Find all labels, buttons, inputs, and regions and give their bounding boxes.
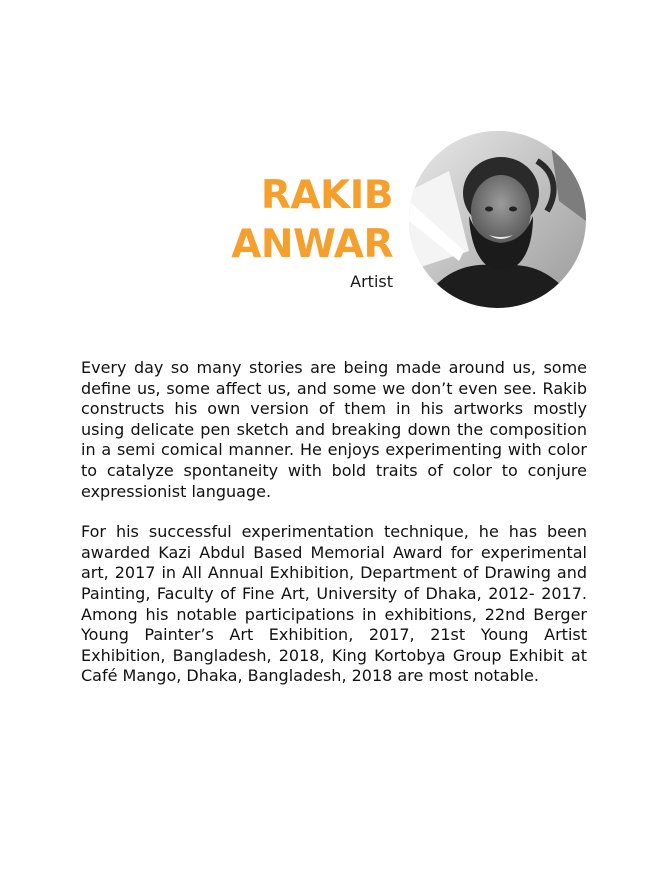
bio-paragraph-2: For his successful experimentation technique, he has been awarded Kazi Abdul Based Memorial Award for experimental art, 2017 in All Annual Exhibition, Department of Drawing and Painting, Faculty of Fine Art, University of Dhaka, 2012- 2017. Among his notable participations in exhibitions, 22nd Berger Young Painter’s Art Exhibition, 2017, 21st Young Artist Exhibition, Bangladesh, 2018, King Kortobya Group Exhibit at Café Mango, Dhaka, Bangladesh, 2018 are most notable. [81, 522, 587, 686]
artist-first-name: RAKIB [260, 173, 393, 218]
artist-portrait-photo [409, 131, 586, 308]
bio-paragraph-1: Every day so many stories are being made around us, some define us, some affect us, and some we don’t even see. Rakib constructs his own version of them in his artworks mostly using delicate pen sketch and breaking down the composition in a semi comical manner. He enjoys experimenting with color to catalyze spontaneity with bold traits of color to conjure expressionist language. [81, 358, 587, 501]
artist-bio [81, 358, 587, 707]
artist-role: Artist [350, 272, 393, 291]
portrait-illustration [409, 131, 586, 308]
artist-last-name: ANWAR [231, 222, 393, 267]
artist-name [231, 171, 393, 269]
